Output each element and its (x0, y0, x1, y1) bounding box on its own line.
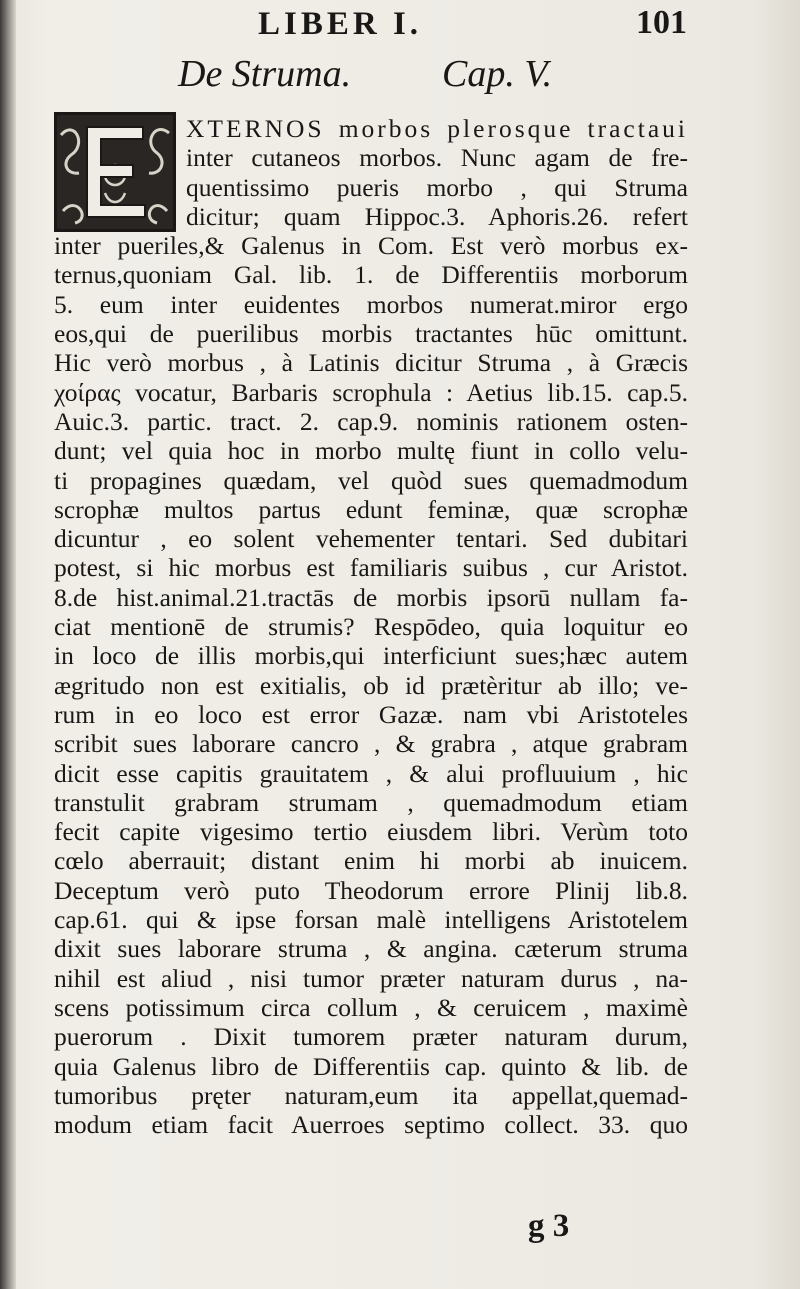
text-line: dicuntur , eo solent vehementer tentari. Sed dubitari (54, 524, 688, 554)
text-line: XTERNOS morbos plerosque tractaui (186, 114, 688, 143)
text-line: ti propagines quædam, vel quòd sues quemadmodum (54, 465, 688, 495)
text-line: scens potissimum circa collum , & ceruicem , maximè (54, 992, 688, 1022)
text-line: χοίρας vocatur, Barbaris scrophula : Aetius lib.15. cap.5. (54, 377, 688, 407)
chapter-heading (0, 52, 800, 102)
chapter-number: Cap. V. (442, 53, 553, 95)
running-head (0, 4, 800, 44)
text-line: scrophæ multos partus edunt feminæ, quæ scrophæ (54, 494, 688, 524)
text-line: fecit capite vigesimo tertio eiusdem libri. Verùm toto (54, 817, 688, 847)
text-line: modum etiam facit Auerroes septimo collect. 33. quo (54, 1110, 688, 1140)
text-line: cœlo aberrauit; distant enim hi morbi ab inuicem. (54, 846, 688, 876)
page-number: 101 (636, 4, 687, 41)
text-line: rum in eo loco est error Gazæ. nam vbi Aristoteles (54, 699, 688, 729)
text-line: Auic.3. partic. tract. 2. cap.9. nominis rationem osten- (54, 406, 688, 436)
text-line: ægritudo non est exitialis, ob id prætèritur ab illo; ve- (54, 670, 688, 700)
text-line: nihil est aliud , nisi tumor præter naturam durus , na- (54, 963, 688, 993)
text-line: scribit sues laborare cancro , & grabra , atque grabram (54, 729, 688, 759)
text-line: tumoribus pręter naturam,eum ita appellat,quemad- (54, 1080, 688, 1110)
text-line: dunt; vel quia hoc in morbo multę fiunt in collo velu- (54, 436, 688, 466)
text-line: cap.61. qui & ipse forsan malè intelligens Aristotelem (54, 905, 688, 935)
text-line: quia Galenus libro de Differentiis cap. quinto & lib. de (54, 1051, 688, 1081)
text-line: ternus,quoniam Gal. lib. 1. de Differentiis morborum (54, 260, 688, 290)
text-line: inter pueriles,& Galenus in Com. Est verò morbus ex- (54, 231, 688, 261)
text-line: dicit esse capitis grauitatem , & alui profluuium , hic (54, 758, 688, 788)
text-line: transtulit grabram strumam , quemadmodum etiam (54, 787, 688, 817)
text-line: inter cutaneos morbos. Nunc agam de fre- (186, 143, 688, 173)
text-line: puerorum . Dixit tumorem præter naturam durum, (54, 1022, 688, 1052)
text-line: ciat mentionē de strumis? Respōdeo, quia loquitur eo (54, 612, 688, 642)
text-line: eos,qui de puerilibus morbis tractantes hūc omittunt. (54, 319, 688, 349)
book-gutter (0, 0, 16, 1289)
text-line: 5. eum inter euidentes morbos numerat.miror ergo (54, 289, 688, 319)
body-text (54, 114, 688, 1139)
book-title: LIBER I. (258, 6, 423, 42)
text-line: in loco de illis morbis,qui interficiunt sues;hæc autem (54, 641, 688, 671)
text-line: Deceptum verò puto Theodorum errore Plinij lib.8. (54, 875, 688, 905)
text-line: dicitur; quam Hippoc.3. Aphoris.26. refert (186, 201, 688, 231)
signature-mark: g 3 (528, 1208, 570, 1244)
chapter-title: De Struma. (178, 53, 352, 95)
text-line: Hic verò morbus , à Latinis dicitur Struma , à Græcis (54, 348, 688, 378)
text-line: dixit sues laborare struma , & angina. cæterum struma (54, 934, 688, 964)
text-line: 8.de hist.animal.21.tractās de morbis ipsorū nullam fa- (54, 582, 688, 612)
text-line: potest, si hic morbus est familiaris suibus , cur Aristot. (54, 553, 688, 583)
text-line: quentissimo pueris morbo , qui Struma (186, 172, 688, 202)
